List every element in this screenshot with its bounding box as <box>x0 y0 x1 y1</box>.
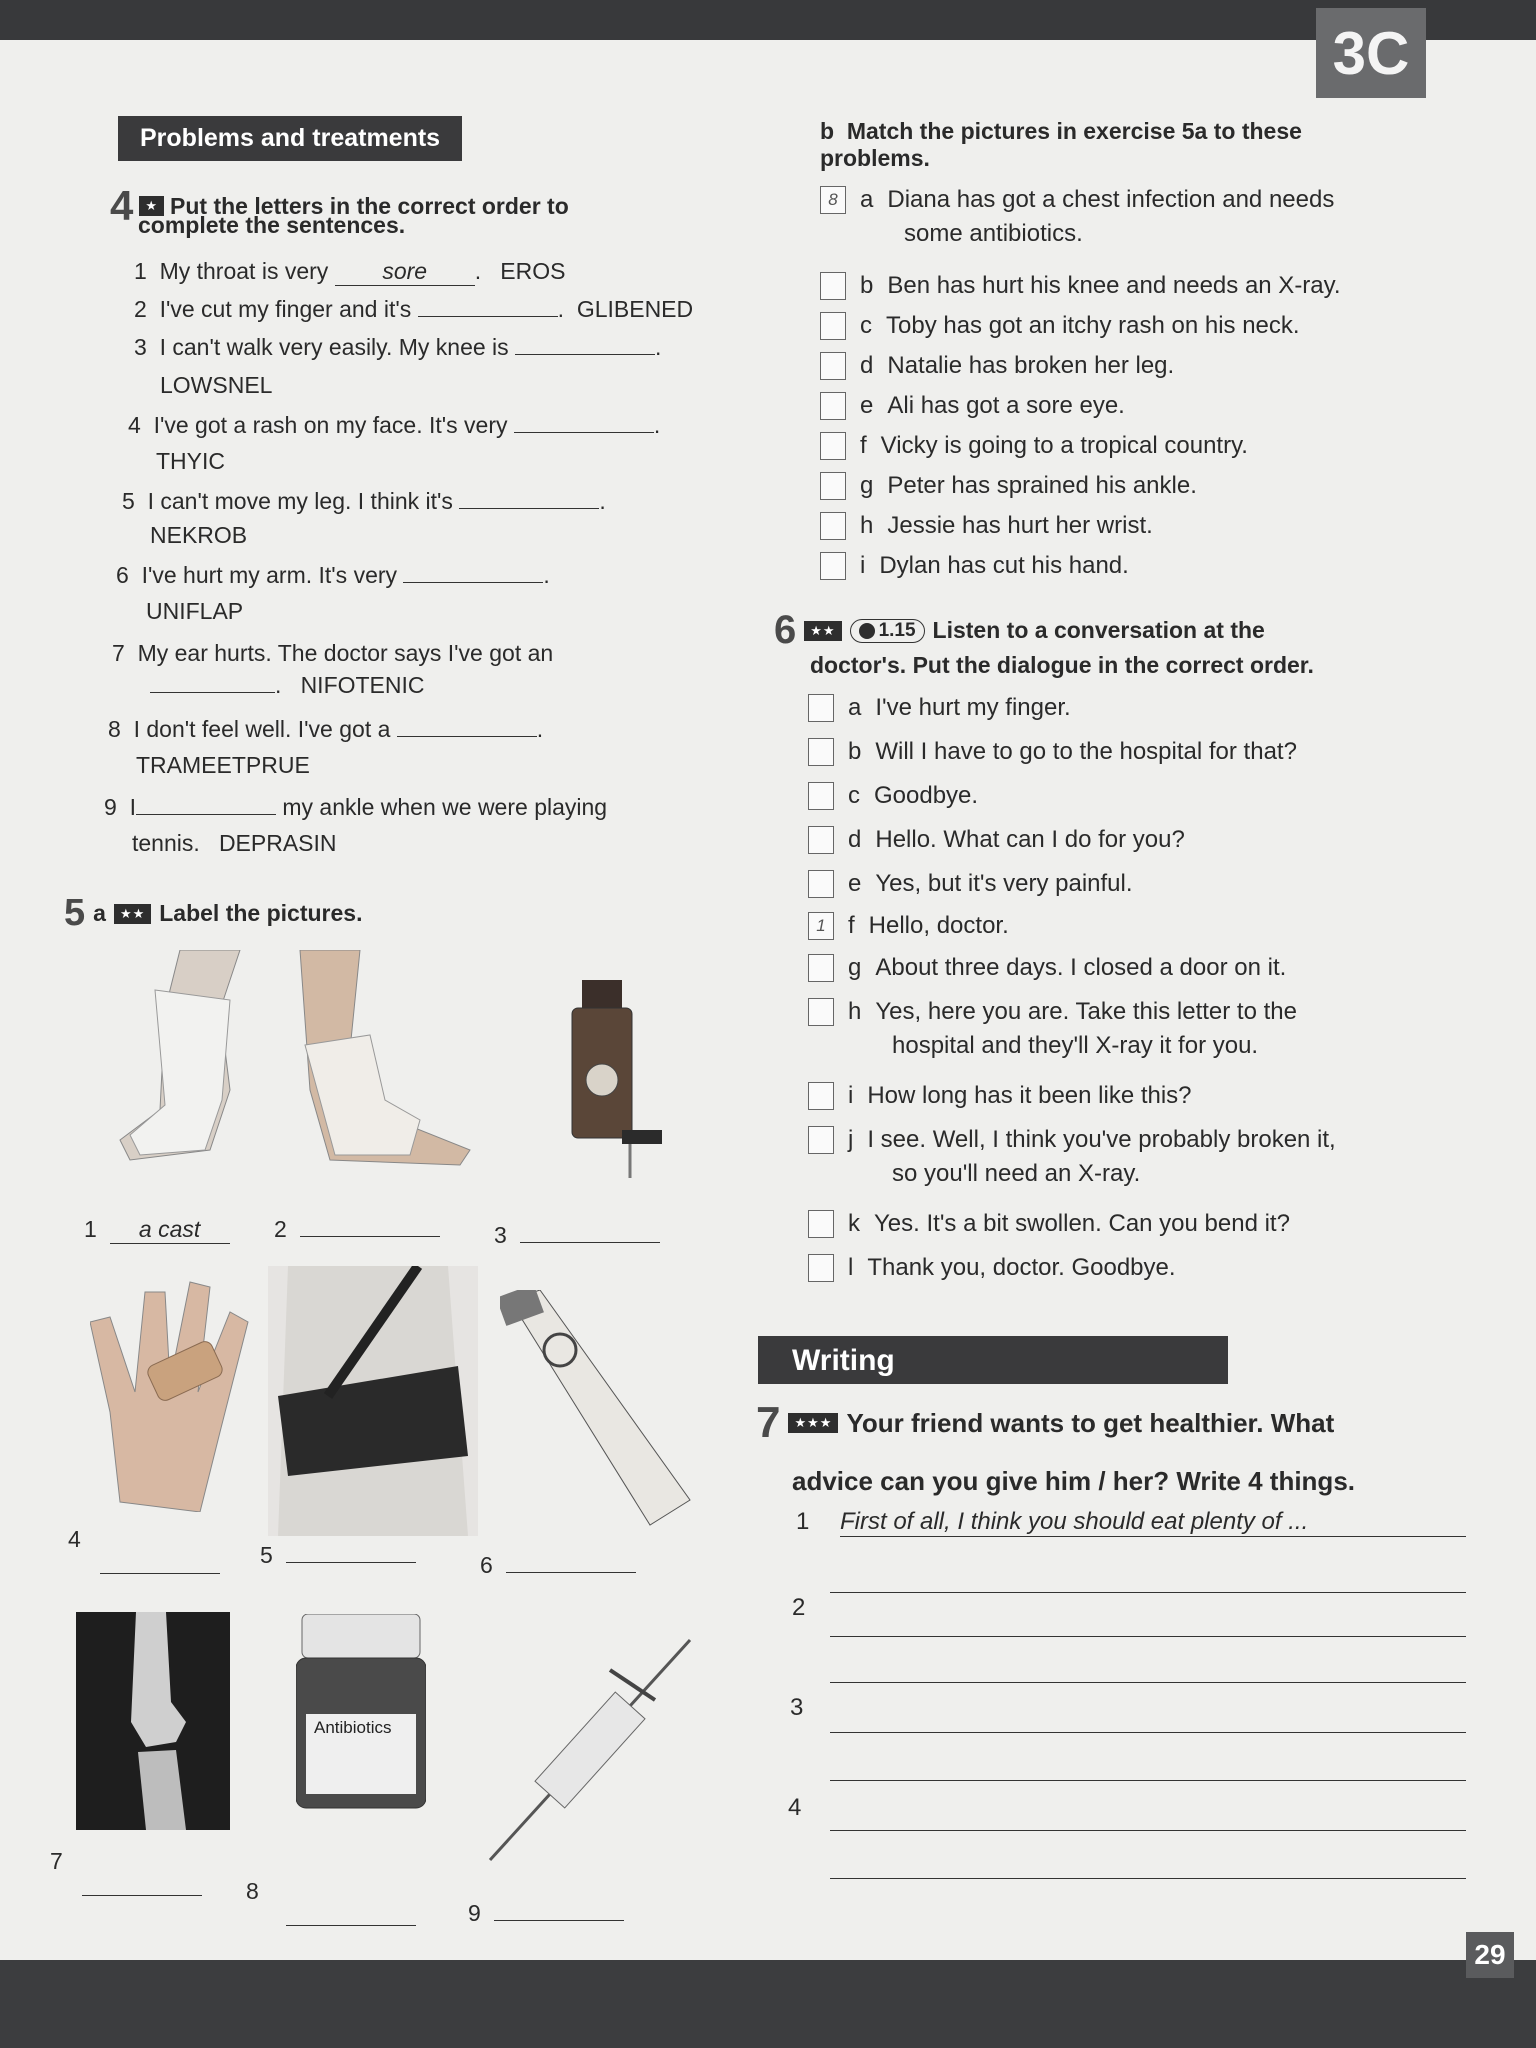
ex6-text-i: How long has it been like this? <box>867 1082 1192 1109</box>
ex5b-item-b <box>820 272 1341 300</box>
ex5b-letter-h: h <box>860 512 874 539</box>
ex6-stars: ★★ <box>804 621 841 641</box>
ex4-clue-2: GLIBENED <box>576 296 694 322</box>
ex4-clue-5: NEKROB <box>150 522 248 548</box>
ex5b-answer-box-f[interactable] <box>820 432 846 460</box>
ex5b-text-f: Vicky is going to a tropical country. <box>880 432 1248 459</box>
ex4-item-4: 4 I've got a rash on my face. It's very . <box>128 412 661 438</box>
ex5b-instruction-2: problems. <box>820 145 930 171</box>
ex5b-answer-box-a[interactable]: 8 <box>820 186 846 214</box>
ex6-item-g <box>808 954 1286 982</box>
top-band <box>0 0 1536 40</box>
ex4-answer-9[interactable] <box>136 814 276 815</box>
ex4-item-9-line2: tennis. DEPRASIN <box>132 830 337 856</box>
ex5a-answer-6[interactable] <box>506 1572 636 1573</box>
ex5a-label-2: 2 <box>274 1216 440 1243</box>
unit-code-badge: 3C <box>1316 8 1426 98</box>
ex7-line-2b[interactable] <box>830 1682 1466 1683</box>
ex4-answer-6[interactable] <box>403 582 543 583</box>
ex6-header <box>774 608 1265 653</box>
ex4-answer-4[interactable] <box>514 432 654 433</box>
ex4-clue-3: LOWSNEL <box>160 372 273 398</box>
antibiotics-label: Antibiotics <box>314 1718 392 1737</box>
ex5b-text-a: Diana has got a chest infection and needs <box>887 186 1335 213</box>
section-title-problems: Problems and treatments <box>118 116 462 161</box>
ex7-answer-3[interactable] <box>830 1732 1466 1733</box>
ex5a-stars: ★★ <box>114 904 151 924</box>
ex6-text-f: Hello, doctor. <box>868 912 1009 939</box>
ex7-number: 7 <box>756 1398 781 1447</box>
ex6-item-e <box>808 870 1133 898</box>
ex6-item-l <box>808 1254 1176 1282</box>
ex4-stars: ★ <box>139 196 164 216</box>
ex6-letter-g: g <box>848 954 862 981</box>
ex6-letter-f: f <box>848 912 855 939</box>
ex5a-answer-3[interactable] <box>520 1242 660 1243</box>
ex6-text-j: I see. Well, I think you've probably broken it, <box>867 1126 1336 1153</box>
ex7-instruction-2: advice can you give him / her? Write 4 things. <box>792 1466 1355 1496</box>
ex5a-label-7: 7 <box>50 1848 202 1902</box>
ex6-item-f <box>808 912 1009 940</box>
ex6-instruction-1: Listen to a conversation at the <box>932 617 1265 643</box>
ex5b-answer-box-b[interactable] <box>820 272 846 300</box>
ex5a-label-9: 9 <box>468 1900 624 1927</box>
ex5a-answer-2[interactable] <box>300 1236 440 1237</box>
ex5b-letter-e: e <box>860 392 874 419</box>
ointment-tube-picture <box>500 1290 700 1530</box>
ex4-item-8: 8 I don't feel well. I've got a . <box>108 716 544 742</box>
ex6-letter-c: c <box>848 782 860 809</box>
ex6-answer-box-a[interactable] <box>808 694 834 722</box>
ex5b-letter-g: g <box>860 472 874 499</box>
ex7-answer-4[interactable] <box>830 1830 1466 1831</box>
ex6-text-b: Will I have to go to the hospital for that? <box>875 738 1297 765</box>
ex4-item-9: 9 I my ankle when we were playing <box>104 794 608 820</box>
ex7-answer-2[interactable] <box>830 1636 1466 1637</box>
ex5b-text-b: Ben has hurt his knee and needs an X-ray. <box>887 272 1341 299</box>
ex7-item-4: 4 <box>788 1794 802 1821</box>
ex7-item-2: 2 <box>792 1594 806 1621</box>
eye-drops-picture <box>560 980 670 1180</box>
ex4-answer-3[interactable] <box>515 354 655 355</box>
ex6-letter-l: l <box>848 1254 854 1281</box>
ex6-answer-box-e[interactable] <box>808 870 834 898</box>
ex4-clue-9: DEPRASIN <box>218 830 337 856</box>
ex7-answer-1[interactable]: First of all, I think you should eat plenty of ... <box>840 1508 1466 1537</box>
ex5b-item-f <box>820 432 1248 460</box>
ex5a-answer-9[interactable] <box>494 1920 624 1921</box>
ex5b-part: b <box>820 118 835 144</box>
ex4-clue-1: EROS <box>500 258 566 284</box>
ex6-text-k: Yes. It's a bit swollen. Can you bend it? <box>874 1210 1290 1237</box>
ex6-item-d <box>808 826 1185 854</box>
ex5a-label-4: 4 <box>68 1526 220 1580</box>
ex6-letter-k: k <box>848 1210 860 1237</box>
ex7-stars: ★★★ <box>788 1413 838 1433</box>
ex5a-instruction: Label the pictures. <box>159 900 363 926</box>
ex5b-answer-box-d[interactable] <box>820 352 846 380</box>
ex5b-letter-i: i <box>860 552 866 579</box>
ex5b-text-i: Dylan has cut his hand. <box>879 552 1129 579</box>
ex6-answer-box-i[interactable] <box>808 1082 834 1110</box>
ex6-item-k <box>808 1210 1290 1238</box>
ex4-instruction-1: Put the letters in the correct order to <box>170 192 569 219</box>
ex5b-letter-b: b <box>860 272 874 299</box>
ex6-text-d: Hello. What can I do for you? <box>875 826 1185 853</box>
ex7-line-3b[interactable] <box>830 1780 1466 1781</box>
ex6-text-e: Yes, but it's very painful. <box>875 870 1133 897</box>
audio-track-badge[interactable]: 1.15 <box>850 619 925 643</box>
ex5b-item-d <box>820 352 1174 380</box>
ex5a-label-5: 5 <box>260 1542 416 1569</box>
leg-cast-picture <box>110 950 280 1170</box>
ex6-item-j <box>808 1126 1336 1154</box>
ex6-letter-e: e <box>848 870 862 897</box>
ex7-line-1b[interactable] <box>830 1592 1466 1593</box>
ex6-answer-box-k[interactable] <box>808 1210 834 1238</box>
ex5a-answer-5[interactable] <box>286 1562 416 1563</box>
ex5a-label-3: 3 <box>494 1222 660 1249</box>
ex5b-text-c: Toby has got an itchy rash on his neck. <box>886 312 1300 339</box>
ex6-instruction-2: doctor's. Put the dialogue in the correct order. <box>810 652 1314 678</box>
ex5a-label-6: 6 <box>480 1552 636 1579</box>
ex6-answer-box-l[interactable] <box>808 1254 834 1282</box>
ex5b-answer-box-h[interactable] <box>820 512 846 540</box>
ex4-answer-5[interactable] <box>459 508 599 509</box>
ex4-item-3: 3 I can't walk very easily. My knee is . <box>134 334 662 360</box>
ex6-answer-box-d[interactable] <box>808 826 834 854</box>
ex6-answer-box-c[interactable] <box>808 782 834 810</box>
ex6-text-h: Yes, here you are. Take this letter to the <box>875 998 1297 1025</box>
antibiotics-bottle-picture <box>296 1614 426 1814</box>
ex5b-item-g <box>820 472 1197 500</box>
ex4-item-2: 2 I've cut my finger and it's . GLIBENED <box>134 296 694 322</box>
ex5b-item-i <box>820 552 1129 580</box>
ex5a-answer-8[interactable] <box>286 1925 416 1926</box>
syringe-picture <box>480 1630 700 1870</box>
ex6-text-g: About three days. I closed a door on it. <box>875 954 1287 981</box>
knee-xray-picture <box>76 1612 230 1830</box>
ex7-item-1: 1 <box>796 1508 810 1535</box>
ex6-text2-j: so you'll need an X-ray. <box>892 1160 1141 1187</box>
ex6-item-b <box>808 738 1297 766</box>
headphones-icon <box>859 623 875 639</box>
ex6-text-l: Thank you, doctor. Goodbye. <box>867 1254 1176 1281</box>
ex4-clue-7: NIFOTENIC <box>300 672 425 698</box>
ex4-number: 4 <box>110 182 134 229</box>
ex6-answer-box-h[interactable] <box>808 998 834 1026</box>
ex5a-answer-7[interactable] <box>82 1895 202 1896</box>
ex6-answer-box-b[interactable] <box>808 738 834 766</box>
ex4-answer-1[interactable]: sore <box>335 258 475 286</box>
ex5a-answer-1[interactable]: a cast <box>110 1216 230 1244</box>
writing-banner <box>758 1336 1228 1384</box>
ex6-letter-b: b <box>848 738 862 765</box>
ex6-text2-h: hospital and they'll X-ray it for you. <box>892 1032 1259 1059</box>
ex4-answer-8[interactable] <box>397 736 537 737</box>
bandaged-hand-picture <box>90 1262 260 1512</box>
ex6-letter-h: h <box>848 998 862 1025</box>
arm-sling-picture <box>268 1266 478 1536</box>
ex4-item-7-line2: . NIFOTENIC <box>150 672 425 699</box>
ex5b-text-g: Peter has sprained his ankle. <box>887 472 1197 499</box>
ex4-item-5: 5 I can't move my leg. I think it's . <box>122 488 606 514</box>
ex6-letter-i: i <box>848 1082 854 1109</box>
ex6-letter-a: a <box>848 694 862 721</box>
ex4-item-7: 7 My ear hurts. The doctor says I've got an <box>112 640 554 666</box>
ex6-answer-box-g[interactable] <box>808 954 834 982</box>
ex5b-letter-d: d <box>860 352 874 379</box>
ex5a-number: 5 <box>64 892 86 934</box>
ex6-text-a: I've hurt my finger. <box>875 694 1071 721</box>
ex5b-letter-f: f <box>860 432 867 459</box>
ex5b-letter-c: c <box>860 312 872 339</box>
ex6-item-h <box>808 998 1297 1026</box>
ex6-letter-d: d <box>848 826 862 853</box>
ex5b-letter-a: a <box>860 186 874 213</box>
ex4-answer-2[interactable] <box>418 316 558 317</box>
ex5b-instruction-1: Match the pictures in exercise 5a to these <box>846 118 1302 144</box>
ex5a-answer-4[interactable] <box>100 1573 220 1574</box>
sprained-ankle-picture <box>290 950 480 1170</box>
ex6-item-i <box>808 1082 1192 1110</box>
ex4-clue-8: TRAMEETPRUE <box>136 752 310 778</box>
ex5b-header <box>820 118 1302 172</box>
ex5a-label-1: 1 a cast <box>84 1216 230 1244</box>
ex6-item-c <box>808 782 978 810</box>
ex6-letter-j: j <box>848 1126 854 1153</box>
ex5b-answer-box-i[interactable] <box>820 552 846 580</box>
ex5b-text-e: Ali has got a sore eye. <box>887 392 1125 419</box>
ex5b-item-c <box>820 312 1300 340</box>
page-number: 29 <box>1466 1932 1514 1978</box>
ex4-item-6: 6 I've hurt my arm. It's very . <box>116 562 550 588</box>
ex5b-answer-box-e[interactable] <box>820 392 846 420</box>
ex7-instruction-1: Your friend wants to get healthier. What <box>846 1407 1335 1438</box>
ex4-clue-4: THYIC <box>156 448 225 474</box>
ex5a-header <box>64 892 362 935</box>
ex6-number: 6 <box>774 608 797 652</box>
ex5b-answer-box-c[interactable] <box>820 312 846 340</box>
ex6-answer-box-f[interactable]: 1 <box>808 912 834 940</box>
ex5b-item-h <box>820 512 1153 540</box>
ex5b-text-d: Natalie has broken her leg. <box>887 352 1175 379</box>
ex5a-label-8: 8 <box>246 1878 416 1932</box>
ex5a-part: a <box>93 900 106 926</box>
ex5b-answer-box-g[interactable] <box>820 472 846 500</box>
ex7-item-3: 3 <box>790 1694 804 1721</box>
ex4-answer-7[interactable] <box>150 692 275 693</box>
ex6-answer-box-j[interactable] <box>808 1126 834 1154</box>
ex4-instruction-2: complete the sentences. <box>138 212 406 238</box>
ex7-header <box>756 1398 1334 1448</box>
ex4-item-1: 1 My throat is very sore . EROS <box>134 258 566 284</box>
ex5b-item-e <box>820 392 1125 420</box>
ex5b-text2-a: some antibiotics. <box>904 220 1083 247</box>
ex5b-text-h: Jessie has hurt her wrist. <box>887 512 1153 539</box>
ex6-item-a <box>808 694 1071 722</box>
ex4-clue-6: UNIFLAP <box>146 598 244 624</box>
ex6-text-c: Goodbye. <box>874 782 979 809</box>
ex7-line-4b[interactable] <box>830 1878 1466 1879</box>
writing-title: Writing <box>792 1344 895 1377</box>
ex5b-item-a <box>820 186 1334 214</box>
